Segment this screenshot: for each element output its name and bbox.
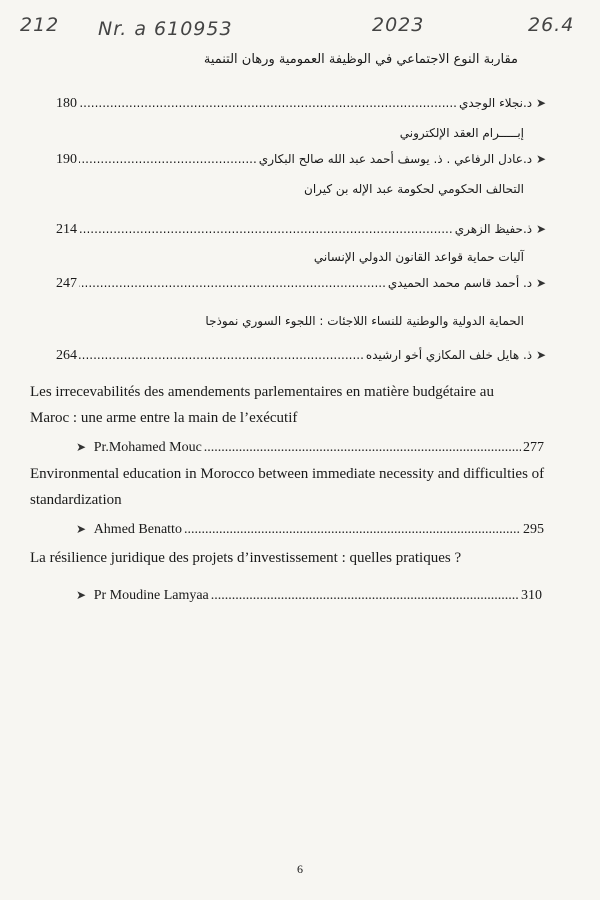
arrow-bullet-icon: ➤	[76, 588, 94, 602]
toc-title-continued: Maroc : une arme entre la main de l’exécutif	[30, 410, 298, 426]
arrow-bullet-icon: ➤	[532, 222, 546, 236]
dot-leader	[79, 222, 453, 236]
toc-title: إبـــــرام العقد الإلكتروني	[399, 126, 524, 140]
toc-entry	[56, 276, 546, 292]
dot-leader	[79, 152, 257, 166]
toc-author: ذ. هايل خلف المكازي أخو ارشيده	[365, 348, 533, 362]
toc-author: Ahmed Benatto	[93, 522, 182, 537]
toc-page: 180	[56, 96, 77, 111]
arrow-bullet-icon: ➤	[532, 152, 546, 166]
handwritten-year: 2023	[372, 14, 425, 36]
handwritten-reference: Nr. a 610953	[98, 18, 233, 40]
toc-page: 310	[521, 588, 542, 603]
toc-title: Environmental education in Morocco between immediate necessity and difficulties of	[30, 466, 545, 482]
toc-title: آليات حماية قواعد القانون الدولي الإنساني	[313, 250, 524, 264]
toc-page: 277	[523, 440, 544, 455]
toc-page: 247	[56, 276, 77, 291]
dot-leader	[211, 588, 519, 604]
header-title: مقاربة النوع الاجتماعي في الوظيفة العمومية ورهان التنمية	[203, 52, 518, 67]
toc-author: Pr.Mohamed Mouc	[93, 440, 202, 455]
toc-entry	[56, 222, 546, 238]
toc-author: ذ.حفيظ الزهري	[454, 222, 533, 236]
toc-title: Les irrecevabilités des amendements parlementaires en matière budgétaire au	[30, 384, 494, 400]
toc-author: د.عادل الرفاعي . ذ. يوسف أحمد عبد الله صالح البكاري	[258, 152, 533, 166]
toc-page: 264	[56, 348, 77, 363]
toc-entry	[76, 440, 544, 456]
arrow-bullet-icon: ➤	[76, 522, 94, 536]
toc-author: د.نجلاء الوجدي	[458, 96, 533, 110]
toc-title: الحماية الدولية والوطنية للنساء اللاجئات : اللجوء السوري نموذجا	[205, 314, 524, 328]
toc-entry	[76, 522, 544, 538]
dot-leader	[204, 440, 521, 456]
dot-leader	[79, 96, 457, 110]
dot-leader	[184, 522, 521, 538]
toc-title: La résilience juridique des projets d’investissement : quelles pratiques ?	[30, 550, 462, 566]
arrow-bullet-icon: ➤	[532, 348, 546, 362]
toc-entry	[56, 348, 546, 364]
toc-author: د. أحمد قاسم محمد الحميدي	[387, 276, 533, 290]
toc-title: التحالف الحكومي لحكومة عبد الإله بن كيران	[304, 182, 524, 196]
toc-entry	[56, 96, 546, 112]
toc-author: Pr Moudine Lamyaa	[93, 588, 209, 603]
handwritten-number-right: 26.4	[528, 14, 575, 36]
toc-page: 295	[523, 522, 544, 537]
arrow-bullet-icon: ➤	[532, 276, 546, 290]
toc-page: 214	[56, 222, 77, 237]
dot-leader	[79, 276, 386, 290]
toc-page: 190	[56, 152, 77, 167]
arrow-bullet-icon: ➤	[532, 96, 546, 110]
page-number: 6	[297, 862, 303, 876]
dot-leader	[79, 348, 364, 362]
toc-entry	[76, 588, 542, 604]
arrow-bullet-icon: ➤	[76, 440, 94, 454]
toc-title-continued: standardization	[30, 492, 122, 508]
handwritten-number-left: 212	[20, 14, 60, 36]
toc-entry	[56, 152, 546, 168]
